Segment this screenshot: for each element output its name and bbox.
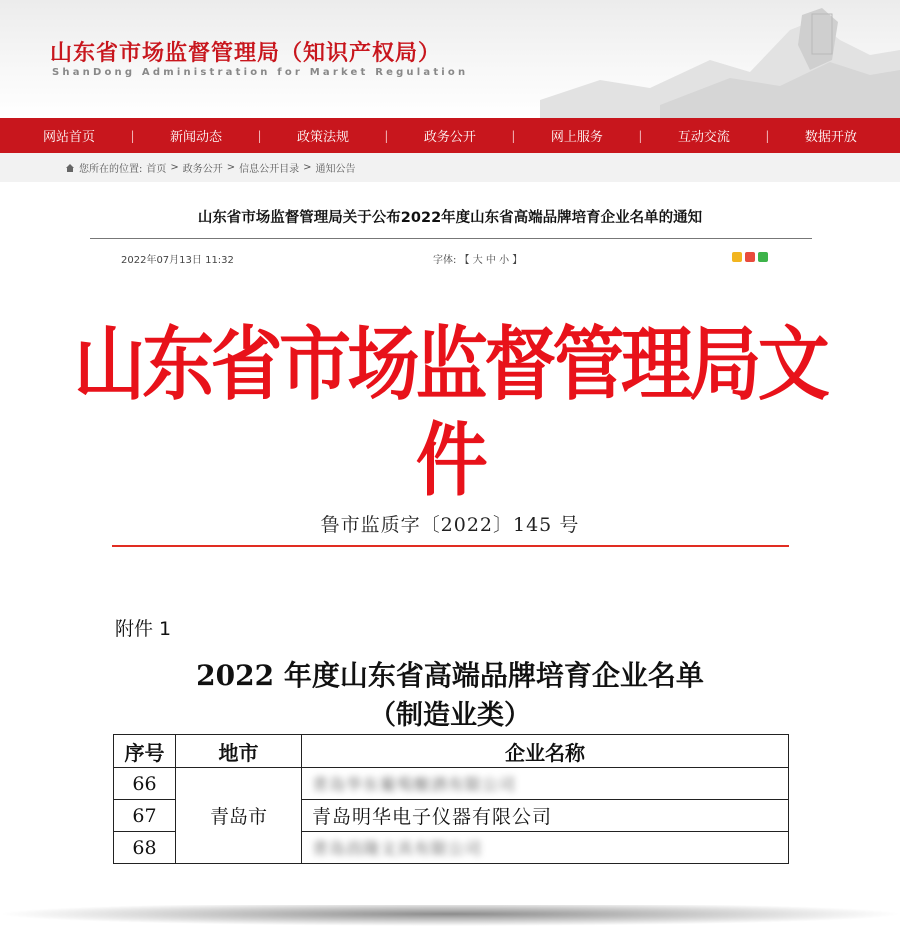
breadcrumb-item-government-affairs[interactable]: 政务公开: [182, 164, 223, 175]
site-subtitle: ShanDong Administration for Market Regulation: [52, 67, 469, 78]
table-row: [114, 768, 789, 800]
row-number: 66: [114, 768, 176, 800]
breadcrumb-separator: >: [226, 162, 236, 173]
nav-item-online-service[interactable]: 网上服务: [550, 130, 603, 145]
nav-item-government-affairs[interactable]: 政务公开: [423, 130, 476, 145]
share-wechat-icon[interactable]: [758, 252, 768, 262]
nav-item-news[interactable]: 新闻动态: [169, 130, 222, 145]
nav-separator: |: [384, 128, 389, 143]
share-buttons: [732, 252, 768, 262]
nav-separator: |: [257, 128, 262, 143]
site-title[interactable]: 山东省市场监督管理局（知识产权局）: [50, 41, 442, 66]
nav-item-policy[interactable]: 政策法规: [296, 130, 349, 145]
header-city: 地市: [176, 735, 302, 768]
page-shadow: [0, 905, 900, 935]
row-number: 68: [114, 832, 176, 864]
home-icon: [65, 163, 75, 173]
row-enterprise-name: [302, 832, 789, 864]
header-name: 企业名称: [302, 735, 789, 768]
share-weibo-icon[interactable]: [745, 252, 755, 262]
enterprise-table: [113, 734, 789, 864]
blurred-name: 青岛华东葡萄酿酒有限公司: [312, 775, 517, 794]
nav-item-open-data[interactable]: 数据开放: [804, 130, 857, 145]
mountain-landscape-icon: [540, 0, 900, 118]
nav-item-interaction[interactable]: 互动交流: [677, 130, 730, 145]
row-number: 67: [114, 800, 176, 832]
document-number: 鲁市监质字〔2022〕145 号: [320, 514, 580, 536]
font-size-selector[interactable]: 字体: 【 大 中 小 】: [433, 255, 523, 266]
nav-separator: |: [765, 128, 770, 143]
site-header: [0, 0, 900, 118]
breadcrumb-item-notice[interactable]: 通知公告: [315, 164, 356, 175]
nav-item-home[interactable]: 网站首页: [43, 130, 96, 145]
attachment-label: 附件 1: [115, 618, 172, 640]
breadcrumb-separator: >: [303, 162, 312, 173]
breadcrumb-item-home[interactable]: 首页: [146, 164, 167, 175]
blurred-name: 青岛昌隆文具有限公司: [312, 839, 483, 858]
breadcrumb-prefix: 您所在的位置:: [79, 164, 143, 175]
document-red-header: 山东省市场监督管理局文件: [73, 317, 827, 507]
list-subtitle: （制造业类）: [369, 700, 531, 731]
divider: [90, 238, 812, 239]
red-divider: [112, 545, 789, 547]
nav-separator: |: [638, 128, 643, 143]
share-qzone-icon[interactable]: [732, 252, 742, 262]
row-enterprise-name: 青岛明华电子仪器有限公司: [302, 800, 789, 832]
table-header-row: [114, 735, 789, 768]
breadcrumb: [0, 153, 900, 182]
nav-separator: |: [511, 128, 516, 143]
main-nav: [0, 118, 900, 153]
list-title: 2022 年度山东省高端品牌培育企业名单: [196, 659, 704, 692]
breadcrumb-item-info-catalog[interactable]: 信息公开目录: [239, 164, 300, 175]
nav-separator: |: [130, 128, 135, 143]
row-city: 青岛市: [176, 768, 302, 864]
row-enterprise-name: [302, 768, 789, 800]
breadcrumb-separator: >: [170, 162, 179, 173]
article-title: 山东省市场监督管理局关于公布2022年度山东省高端品牌培育企业名单的通知: [197, 210, 703, 226]
header-no: 序号: [114, 735, 176, 768]
publish-date: 2022年07月13日 11:32: [121, 255, 234, 266]
